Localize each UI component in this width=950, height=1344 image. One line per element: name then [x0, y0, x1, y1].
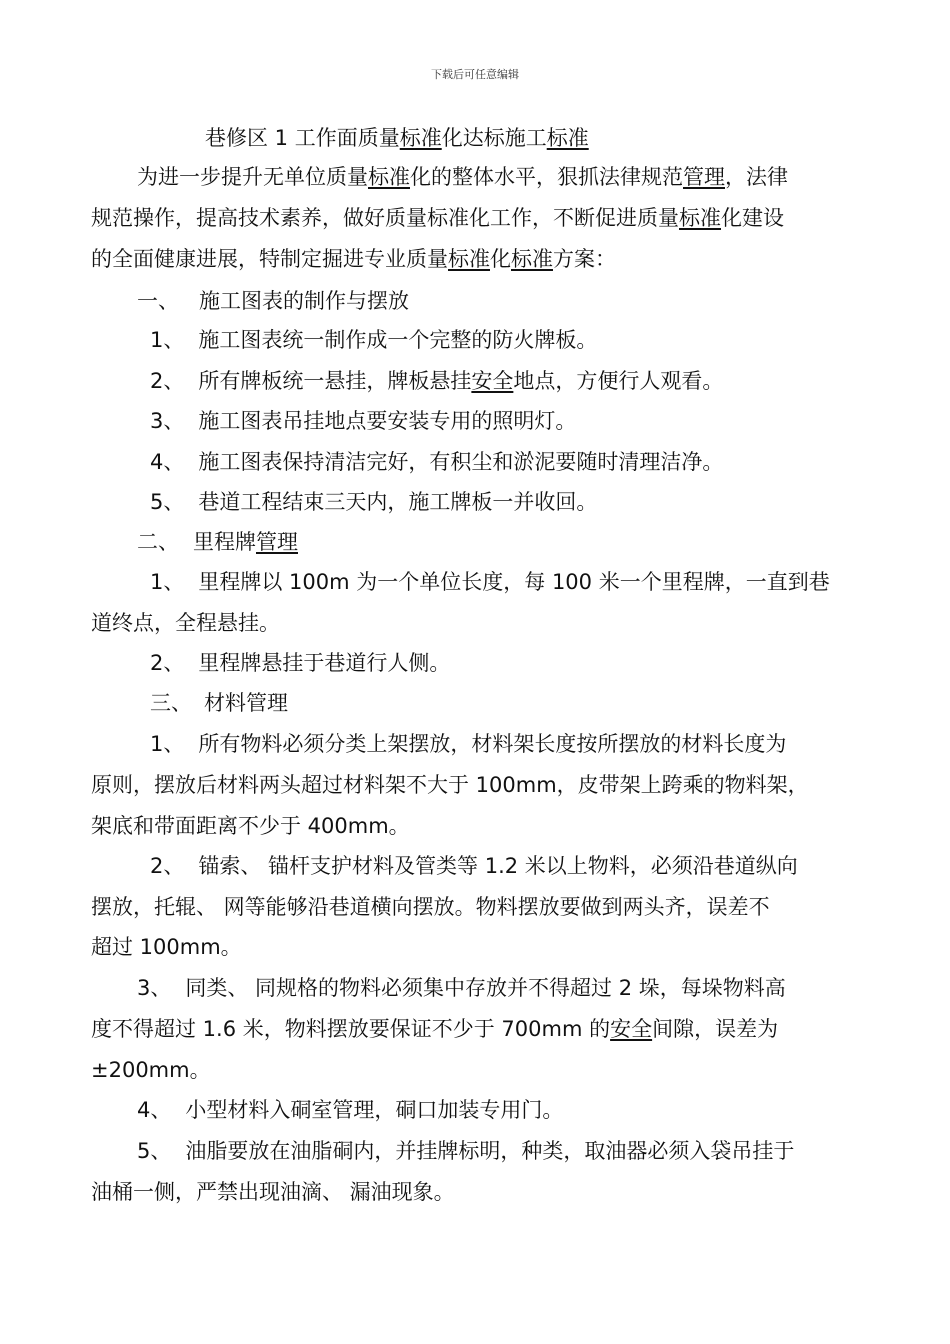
section-title-underlined: 管理 [256, 530, 298, 554]
intro-underlined: 标准 [679, 206, 721, 230]
intro-underlined: 标准 [511, 247, 553, 271]
item-number: 1、 [150, 570, 185, 594]
intro-text: 方案： [553, 247, 616, 271]
intro-line-2 [91, 205, 784, 231]
s1-item-4 [150, 449, 723, 475]
s1-item-1 [150, 327, 597, 353]
item-text: 间隙，误差为 [652, 1017, 779, 1041]
s3-item-3-line-2 [91, 1016, 778, 1042]
s2-item-1-line-1 [150, 569, 830, 595]
section-title: 材料管理 [204, 691, 288, 715]
item-text: 同类、 同规格的物料必须集中存放并不得超过 2 垛，每垛物料高 [185, 976, 786, 1000]
item-number: 4、 [137, 1098, 172, 1122]
item-underlined: 安全 [610, 1017, 653, 1041]
intro-underlined: 标准 [368, 165, 410, 189]
s3-item-2-line-2: 摆放，托辊、 网等能够沿巷道横向摆放。物料摆放要做到两头齐，误差不 [91, 895, 770, 919]
document-title [205, 122, 589, 152]
section-title: 施工图表的制作与摆放 [199, 289, 409, 313]
intro-text: 的全面健康进展，特制定掘进专业质量 [91, 247, 448, 271]
item-text: 锚索、 锚杆支护材料及管类等 1.2 米以上物料，必须沿巷道纵向 [198, 854, 798, 878]
item-text: 小型材料入硐室管理，硐口加装专用门。 [185, 1098, 564, 1122]
item-number: 1、 [150, 732, 185, 756]
item-text: 施工图表统一制作成一个完整的防火牌板。 [198, 328, 598, 352]
s3-item-2-line-1 [150, 853, 798, 879]
s3-item-1-line-2: 原则，摆放后材料两头超过材料架不大于 100mm，皮带架上跨乘的物料架， [91, 773, 809, 797]
section-number: 二、 [137, 530, 179, 554]
intro-underlined: 标准 [448, 247, 490, 271]
item-number: 3、 [150, 409, 185, 433]
item-text: 施工图表保持清洁完好，有积尘和淤泥要随时清理洁净。 [198, 450, 724, 474]
intro-underlined: 管理 [683, 165, 725, 189]
section-1-heading [137, 288, 409, 314]
s3-item-3-line-1 [137, 975, 786, 1001]
page-header: 下载后可任意编辑 [431, 68, 519, 81]
title-prefix: 巷修区 1 工作面质量 [205, 126, 400, 150]
item-text: 油脂要放在油脂硐内，并挂牌标明，种类，取油器必须入袋吊挂于 [185, 1139, 795, 1163]
s3-item-1-line-1 [150, 731, 786, 757]
s1-item-3 [150, 408, 576, 434]
s3-item-5-line-1 [137, 1138, 794, 1164]
s1-item-2 [150, 368, 723, 394]
intro-text: 化建设 [721, 206, 784, 230]
title-middle: 化达标施工 [441, 126, 547, 150]
item-underlined: 安全 [471, 369, 514, 393]
item-text: 所有牌板统一悬挂，牌板悬挂 [198, 369, 472, 393]
title-underlined-2: 标准 [546, 126, 589, 150]
item-number: 2、 [150, 854, 185, 878]
item-text: 里程牌以 100m 为一个单位长度，每 100 米一个里程牌，一直到巷 [198, 570, 830, 594]
s3-item-2-line-3: 超过 100mm。 [91, 935, 242, 959]
item-number: 2、 [150, 369, 185, 393]
s3-item-3-line-3: ±200mm。 [91, 1058, 211, 1082]
section-title: 里程牌 [193, 530, 256, 554]
s2-item-2 [150, 650, 450, 676]
item-text: 地点，方便行人观看。 [513, 369, 724, 393]
item-number: 2、 [150, 651, 185, 675]
item-text: 里程牌悬挂于巷道行人侧。 [198, 651, 451, 675]
item-text: 度不得超过 1.6 米，物料摆放要保证不少于 700mm 的 [91, 1017, 611, 1041]
intro-text: 化的整体水平，狠抓法律规范 [410, 165, 683, 189]
intro-text: 规范操作，提高技术素养，做好质量标准化工作，不断促进质量 [91, 206, 679, 230]
intro-text: 化 [490, 247, 511, 271]
item-text: 施工图表吊挂地点要安装专用的照明灯。 [198, 409, 577, 433]
intro-text: ，法律 [725, 165, 788, 189]
item-number: 5、 [137, 1139, 172, 1163]
section-number: 三、 [150, 691, 192, 715]
intro-line-3 [91, 246, 616, 272]
item-number: 5、 [150, 490, 185, 514]
s2-item-1-line-2: 道终点，全程悬挂。 [91, 611, 280, 635]
s3-item-5-line-2: 油桶一侧，严禁出现油滴、 漏油现象。 [91, 1180, 455, 1204]
item-text: 所有物料必须分类上架摆放，材料架长度按所摆放的材料长度为 [198, 732, 787, 756]
section-2-heading [137, 529, 298, 555]
item-number: 4、 [150, 450, 185, 474]
s3-item-1-line-3: 架底和带面距离不少于 400mm。 [91, 814, 410, 838]
item-text: 巷道工程结束三天内，施工牌板一并收回。 [198, 490, 598, 514]
item-number: 1、 [150, 328, 185, 352]
title-underlined-1: 标准 [399, 126, 442, 150]
s1-item-5 [150, 489, 597, 515]
section-number: 一、 [137, 289, 179, 313]
section-3-heading [150, 690, 288, 716]
intro-text: 为进一步提升无单位质量 [137, 165, 368, 189]
intro-line-1 [137, 164, 788, 190]
s3-item-4 [137, 1097, 563, 1123]
item-number: 3、 [137, 976, 172, 1000]
